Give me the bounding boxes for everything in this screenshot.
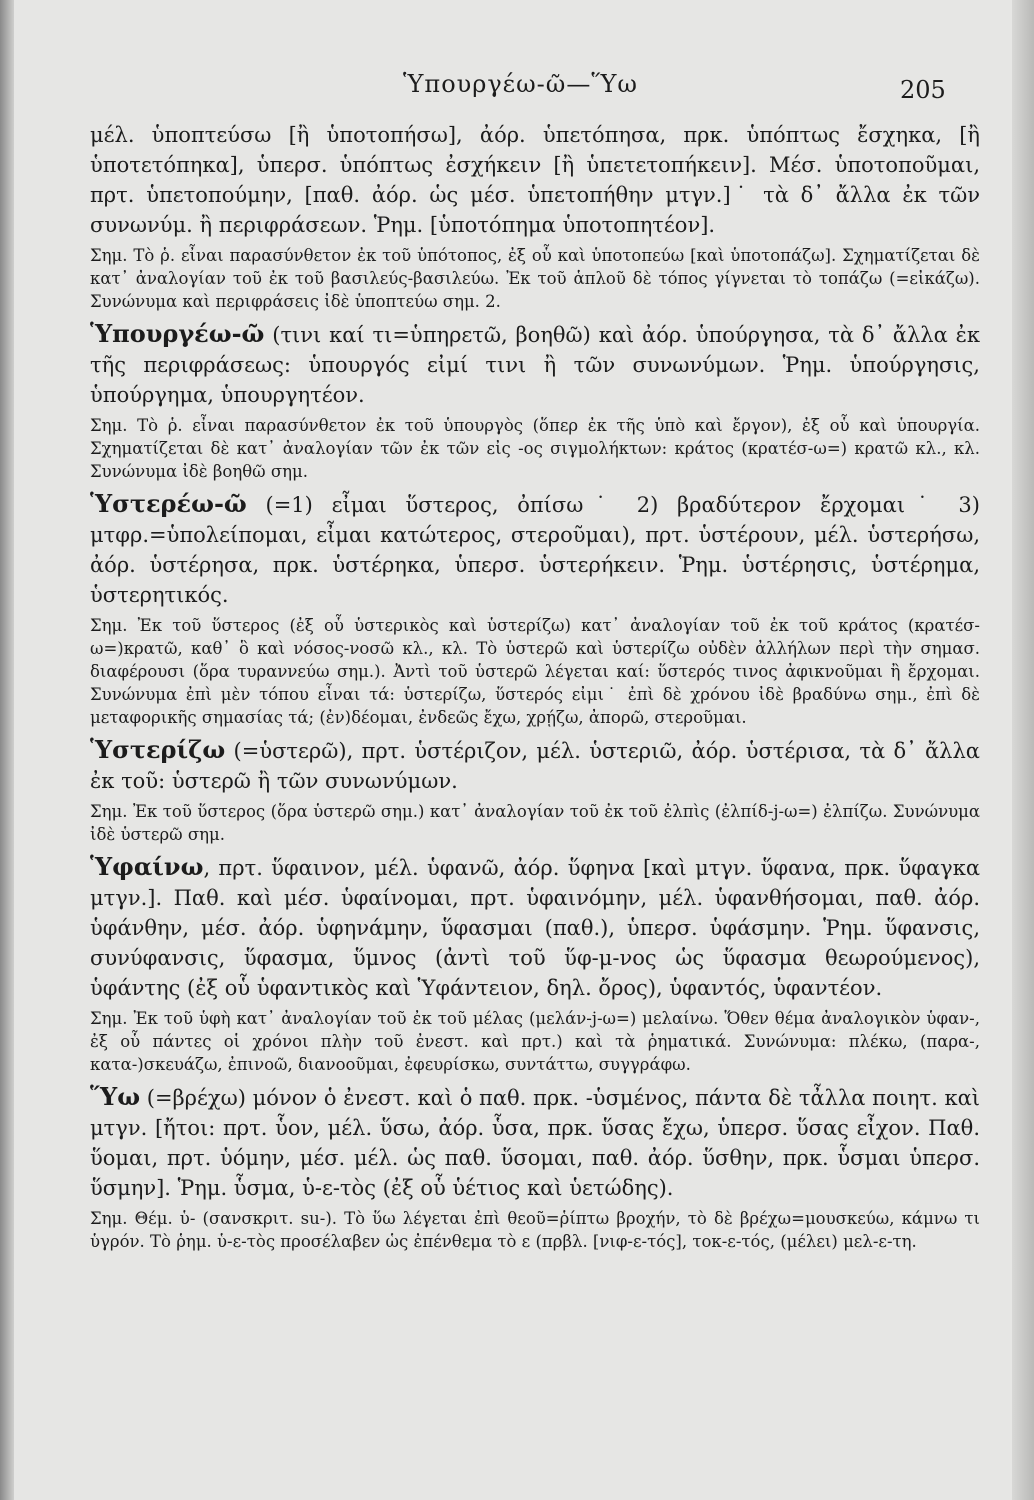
note — [90, 1207, 980, 1253]
entry-text: (=1) εἶμαι ὕστερος, ὀπίσω˙ 2) βραδύτερον ἔρχομαι˙ 3) μτφρ.=ὑπολείπομαι, εἶμαι κατώτερος, στεροῦμαι), πρτ. ὑστέρουν, μέλ. ὑστερήσω, ἀόρ. ὑστέρησα, πρκ. ὑστέρηκα, ὑπερσ. ὑστερήκειν. Ῥημ. ὑστέρησις, ὑστέρημα, ὑστερητικός. — [90, 493, 980, 607]
headword: Ὑστερέω-ῶ — [90, 489, 247, 518]
headword: Ὑφαίνω — [90, 852, 204, 881]
entry — [90, 1082, 980, 1203]
entry — [90, 489, 980, 610]
page-number: 205 — [900, 76, 946, 104]
entry-text: , πρτ. ὕφαινον, μέλ. ὑφανῶ, ἀόρ. ὕφηνα [καὶ μτγν. ὕφανα, πρκ. ὕφαγκα μτγν.]. Παθ. καὶ μέσ. ὑφαίνομαι, πρτ. ὑφαινόμην, μέλ. ὑφανθήσομαι, παθ. ἀόρ. ὑφάνθην, μέσ. ἀόρ. ὑφηνάμην, ὕφασμαι (παθ.), ὑπερσ. ὑφάσμην. Ῥημ. ὕφανσις, συνύφανσις, ὕφασμα, ὕμνος (ἀντὶ τοῦ ὕφ-μ-νος ὡς ὕφασμα θεωρούμενος), ὑφάντης (ἐξ οὗ ὑφαντικὸς καὶ Ὑφάντειον, δηλ. ὄρος), ὑφαντός, ὑφαντέον. — [90, 856, 980, 1000]
entry — [90, 735, 980, 796]
note — [90, 244, 980, 313]
running-head: Ὑπουργέω-ῶ—Ὕω — [403, 70, 638, 98]
note-text: Σημ. Τὸ ῥ. εἶναι παρασύνθετον ἐκ τοῦ ὑπότοπος, ἐξ οὗ καὶ ὑποτοπεύω [καὶ ὑποτοπάζω]. Σχηματίζεται δὲ κατ᾿ ἀναλογίαν τοῦ ἐκ τοῦ βασιλεύς-βασιλεύω. Ἐκ τοῦ ἁπλοῦ δὲ τόπος γίγνεται τὸ τοπάζω (=εἰκάζω). Συνώνυμα καὶ περιφράσεις ἰδὲ ὑποπτεύω σημ. 2. — [90, 246, 980, 311]
headword: Ὕω — [90, 1082, 141, 1111]
note-text: Σημ. Θέμ. ὑ- (σανσκριτ. su-). Τὸ ὕω λέγεται ἐπὶ θεοῦ=ῥίπτω βροχήν, τὸ δὲ βρέχω=μουσκεύω, κάμνω τι ὑγρόν. Τὸ ῥημ. ὑ-ε-τὸς προσέλαβεν ὡς ἐπένθεμα τὸ ε (πρβλ. [νιφ-ε-τός], τοκ-ε-τός, (μέλει) μελ-ε-τη. — [90, 1209, 980, 1251]
note — [90, 800, 980, 846]
page-header — [0, 70, 1034, 110]
note — [90, 414, 980, 483]
note — [90, 1007, 980, 1076]
note-text: Σημ. Ἐκ τοῦ ὕστερος (ἐξ οὗ ὑστερικὸς καὶ ὑστερίζω) κατ᾿ ἀναλογίαν τοῦ ἐκ τοῦ κράτος (κρατέσ-ω=)κρατῶ, καθ᾿ ὃ καὶ νόσος-νοσῶ κλ., κλ. Τὸ ὑστερῶ καὶ ὑστερίζω οὐδὲν ἀλλήλων περὶ τὴν σημασ. διαφέρουσι (ὅρα τυραννεύω σημ.). Ἀντὶ τοῦ ὑστερῶ λέγεται καί: ὕστερός τινος ἀφικνοῦμαι ἢ ἔρχομαι. Συνώνυμα ἐπὶ μὲν τόπου εἶναι τά: ὑστερίζω, ὕστερός εἰμι˙ ἐπὶ δὲ χρόνου ἰδὲ βραδύνω σημ., ἐπὶ δὲ μεταφορικῆς σημασίας τά; (ἐν)δέομαι, ἐνδεῶς ἔχω, χρῄζω, ἀπορῶ, στεροῦμαι. — [90, 616, 980, 727]
entry-continuation — [90, 120, 980, 240]
note-text: Σημ. Ἐκ τοῦ ὕστερος (ὅρα ὑστερῶ σημ.) κατ᾿ ἀναλογίαν τοῦ ἐκ τοῦ ἐλπὶς (ἐλπίδ-j-ω=) ἐλπίζω. Συνώνυμα ἰδὲ ὑστερῶ σημ. — [90, 802, 980, 844]
entry-text: (τινι καί τι=ὑπηρετῶ, βοηθῶ) καὶ ἀόρ. ὑπούργησα, τὰ δ᾿ ἄλλα ἐκ τῆς περιφράσεως: ὑπουργός εἰμί τινι ἢ τῶν συνωνύμων. Ῥημ. ὑπούργησις, ὑπούργημα, ὑπουργητέον. — [90, 323, 980, 407]
dictionary-body — [90, 120, 980, 1259]
note-text: Σημ. Τὸ ῥ. εἶναι παρασύνθετον ἐκ τοῦ ὑπουργὸς (ὅπερ ἐκ τῆς ὑπὸ καὶ ἔργον), ἐξ οὗ καὶ ὑπουργία. Σχηματίζεται δὲ κατ᾿ ἀναλογίαν τῶν ἐκ τῶν εἰς -ος σιγμολήκτων: κράτος (κρατέσ-ω=) κρατῶ κλ., κλ. Συνώνυμα ἰδὲ βοηθῶ σημ. — [90, 416, 980, 481]
page-edge — [1012, 0, 1034, 1500]
page-gutter-shadow — [0, 0, 14, 1500]
entry-text: (=βρέχω) μόνον ὁ ἐνεστ. καὶ ὁ παθ. πρκ. -ὑσμένος, πάντα δὲ τἆλλα ποιητ. καὶ μτγν. [ἤτοι: πρτ. ὗον, μέλ. ὕσω, ἀόρ. ὗσα, πρκ. ὕσας ἔχω, ὑπερσ. ὕσας εἶχον. Παθ. ὕομαι, πρτ. ὑόμην, μέσ. μέλ. ὡς παθ. ὕσομαι, παθ. ἀόρ. ὕσθην, πρκ. ὗσμαι ὑπερσ. ὕσμην]. Ῥημ. ὗσμα, ὑ-ε-τὸς (ἐξ οὗ ὑέτιος καὶ ὑετώδης). — [90, 1086, 980, 1200]
entry-text: μέλ. ὑποπτεύσω [ἢ ὑποτοπήσω], ἀόρ. ὑπετόπησα, πρκ. ὑπόπτως ἔσχηκα, [ἢ ὑποτετόπηκα], ὑπερσ. ὑπόπτως ἐσχήκειν [ἢ ὑπετετοπήκειν]. Μέσ. ὑποτοποῦμαι, πρτ. ὑπετοπούμην, [παθ. ἀόρ. ὡς μέσ. ὑπετοπήθην μτγν.]˙ τὰ δ᾿ ἄλλα ἐκ τῶν συνωνύμ. ἢ περιφράσεων. Ῥημ. [ὑποτόπημα ὑποτοπητέον]. — [90, 123, 980, 237]
note — [90, 614, 980, 729]
headword: Ὑστερίζω — [90, 735, 226, 764]
entry — [90, 852, 980, 1003]
entry — [90, 319, 980, 410]
entry-text: (=ὑστερῶ), πρτ. ὑστέριζον, μέλ. ὑστεριῶ, ἀόρ. ὑστέρισα, τὰ δ᾿ ἄλλα ἐκ τοῦ: ὑστερῶ ἢ τῶν συνωνύμων. — [90, 739, 980, 793]
note-text: Σημ. Ἐκ τοῦ ὑφὴ κατ᾿ ἀναλογίαν τοῦ ἐκ τοῦ μέλας (μελάν-j-ω=) μελαίνω. Ὅθεν θέμα ἀναλογικὸν ὑφαν-, ἐξ οὗ πάντες οἱ χρόνοι πλὴν τοῦ ἐνεστ. καὶ πρτ.) καὶ τὰ ῥηματικά. Συνώνυμα: πλέκω, (παρα-, κατα-)σκευάζω, ἐπινοῶ, διανοοῦμαι, ἐφευρίσκω, συντάττω, συγγράφω. — [90, 1009, 980, 1074]
headword: Ὑπουργέω-ῶ — [90, 319, 265, 348]
